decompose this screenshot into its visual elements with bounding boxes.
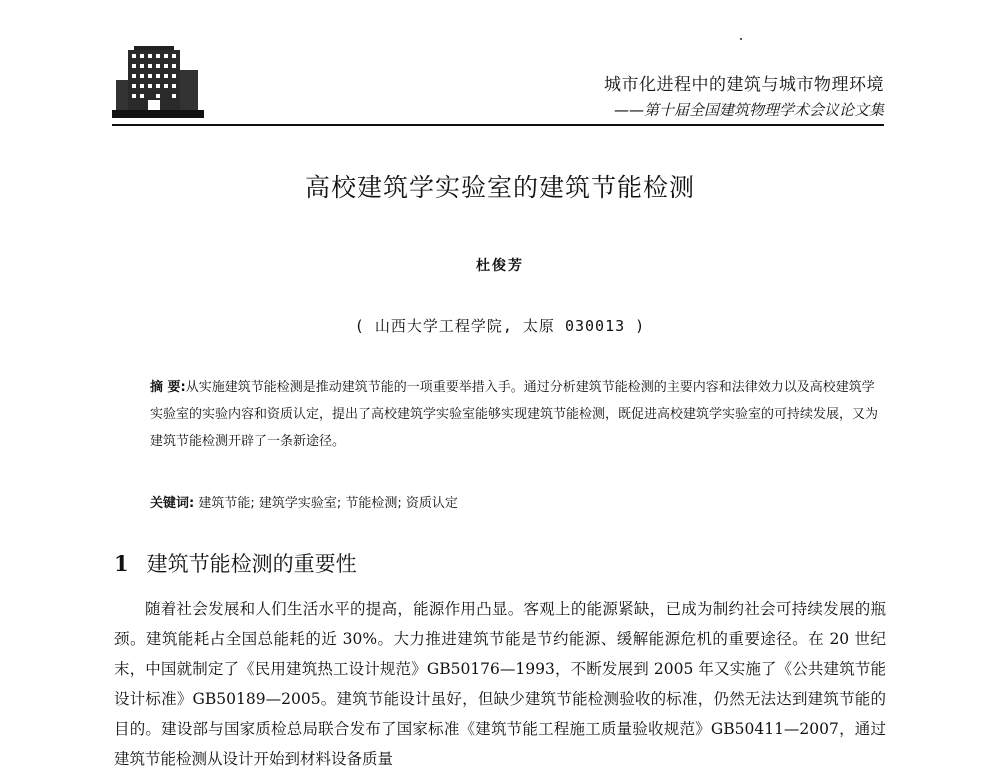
conference-logo-building-icon [112,40,204,120]
author-affiliation: ( 山西大学工程学院, 太原 030013 ) [354,317,646,335]
body-paragraph: 随着社会发展和人们生活水平的提高，能源作用凸显。客观上的能源紧缺，已成为制约社会可持续发展的瓶颈。建筑能耗占全国总能耗的近 30%。大力推进建筑节能是节约能源、缓解能源危机的重要途径。在 20 世纪末，中国就制定了《民用建筑热工设计规范》GB50176—1993，不断发展到 2005 年又实施了《公共建筑节能设计标准》GB50189—2005。建筑节能设计虽好，但缺少建筑节能检测验收的标准，仍然无法达到建筑节能的目的。建设部与国家质检总局联合发布了国家标准《建筑节能工程施工质量验收规范》GB50411—2007，通过建筑节能检测从设计开始到材料设备质量 [114,600,886,768]
section-heading [114,548,357,578]
keywords [150,492,458,511]
header-divider [112,124,884,126]
scan-speck [740,38,742,40]
abstract-text: 从实施建筑节能检测是推动建筑节能的一项重要举措入手。通过分析建筑节能检测的主要内容和法律效力以及高校建筑学实验室的实验内容和资质认定，提出了高校建筑学实验室能够实现建筑节能检测，既促进高校建筑学实验室的可持续发展，又为建筑节能检测开辟了一条新途径。 [150,380,879,449]
section-number: 1 [114,551,129,576]
proceedings-subtitle: ——第十届全国建筑物理学术会议论文集 [613,101,884,119]
keywords-label: 关键词: [150,496,195,511]
paper-title: 高校建筑学实验室的建筑节能检测 [304,173,695,202]
body-text [114,594,886,774]
proceedings-title: 城市化进程中的建筑与城市物理环境 [604,75,884,95]
abstract-label: 摘 要: [150,380,186,395]
keywords-text: 建筑节能; 建筑学实验室; 节能检测; 资质认定 [198,496,458,511]
author-name: 杜俊芳 [476,258,524,274]
section-title: 建筑节能检测的重要性 [146,552,357,576]
running-header [604,70,884,120]
abstract [150,374,885,455]
